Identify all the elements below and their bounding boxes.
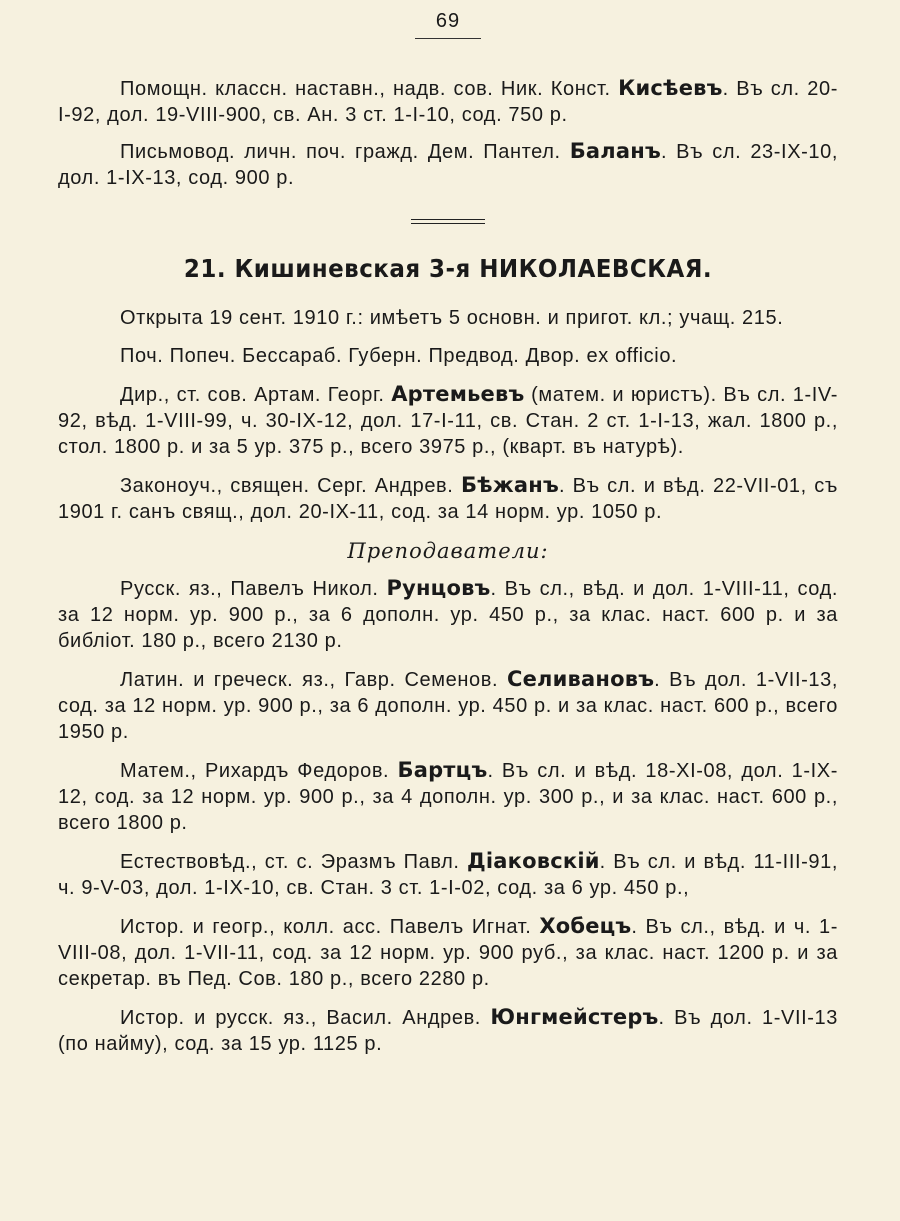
entry-teacher: Латин. и греческ. яз., Гавр. Семенов. Селивановъ. Въ дол. 1-VII-13, сод. за 12 норм. ур. 900 р., за 6 дополн. ур. 450 р. и за клас. наст. 600 р., всего 1950 р.	[58, 667, 838, 743]
section-heading: 21. Кишиневская 3-я НИКОЛАЕВСКАЯ.	[183, 254, 713, 283]
entry-teacher: Матем., Рихардъ Федоров. Бартцъ. Въ сл. и вѣд. 18-XI-08, дол. 1-IX-12, сод. за 12 норм. ур. 900 р., за 4 дополн. ур. 300 р., и за клас. наст. 600 р., всего 1800 р.	[58, 758, 838, 834]
person-name: Селивановъ	[506, 667, 655, 691]
entry-religion-teacher: Законоуч., священ. Серг. Андрев. Бѣжанъ. Въ сл. и вѣд. 22-VII-01, съ 1901 г. санъ свящ., дол. 20-IX-11, сод. за 14 норм. ур. 1050 р.	[58, 473, 839, 523]
person-name: Діаковскій	[466, 849, 600, 873]
entry-teacher: Русск. яз., Павелъ Никол. Рунцовъ. Въ сл., вѣд. и дол. 1-VIII-11, сод. за 12 норм. ур. 900 р., за 6 дополн. ур. 450 р., за клас. наст. 600 р. и за библіот. 180 р., всего 2130 р.	[58, 576, 838, 652]
school-info: Открыта 19 сент. 1910 г.: имѣетъ 5 основн. и пригот. кл.; учащ. 215.	[120, 307, 784, 329]
entry-balan: Письмовод. личн. поч. гражд. Дем. Пантел. Баланъ. Въ сл. 23-IX-10, дол. 1-IX-13, сод. 900 р.	[58, 139, 838, 189]
person-name: Бартцъ	[397, 758, 488, 782]
entry-teacher: Истор. и русск. яз., Васил. Андрев. Юнгмейстеръ. Въ дол. 1-VII-13 (по найму), сод. за 15 ур. 1125 р.	[58, 1005, 839, 1055]
person-name: Хобецъ	[539, 914, 632, 938]
person-name: Юнгмейстеръ	[490, 1005, 659, 1029]
entry-director: Дир., ст. сов. Артам. Георг. Артемьевъ (матем. и юристъ). Въ сл. 1-IV-92, вѣд. 1-VIII-99, ч. 30-IX-12, дол. 17-I-11, св. Стан. 2 ст. 1-I-13, жал. 1800 р., стол. 1800 р. и за 5 ур. 375 р., всего 3975 р., (кварт. въ натурѣ).	[58, 382, 838, 458]
page-number: 69	[435, 10, 461, 32]
teachers-heading: Преподаватели:	[347, 539, 549, 563]
entry-teacher: Истор. и геогр., колл. асс. Павелъ Игнат. Хобецъ. Въ сл., вѣд. и ч. 1-VIII-08, дол. 1-VII-11, сод. за 12 норм. ур. 900 руб., за клас. наст. 1200 р. и за секретар. въ Пед. Сов. 180 р., всего 2280 р.	[58, 914, 838, 990]
person-name: Бѣжанъ	[460, 473, 559, 497]
person-name: Рунцовъ	[386, 576, 491, 600]
honorary-trustee: Поч. Попеч. Бессараб. Губерн. Предвод. Двор. ex officio.	[120, 345, 678, 367]
entry-kiseev: Помощн. классн. наставн., надв. сов. Ник. Конст. Кисѣевъ. Въ сл. 20-I-92, дол. 19-VIII-900, св. Ан. 3 ст. 1-I-10, сод. 750 р.	[58, 76, 838, 126]
person-name: Баланъ	[569, 139, 661, 163]
page-number-underline	[415, 38, 481, 39]
entry-teacher: Естествовѣд., ст. с. Эразмъ Павл. Діаковскій. Въ сл. и вѣд. 11-III-91, ч. 9-V-03, дол. 1-IX-10, св. Стан. 3 ст. 1-I-02, сод. за 6 ур. 450 р.,	[58, 849, 838, 899]
person-name: Артемьевъ	[391, 382, 525, 406]
person-name: Кисѣевъ	[618, 76, 723, 100]
section-divider	[411, 219, 485, 224]
